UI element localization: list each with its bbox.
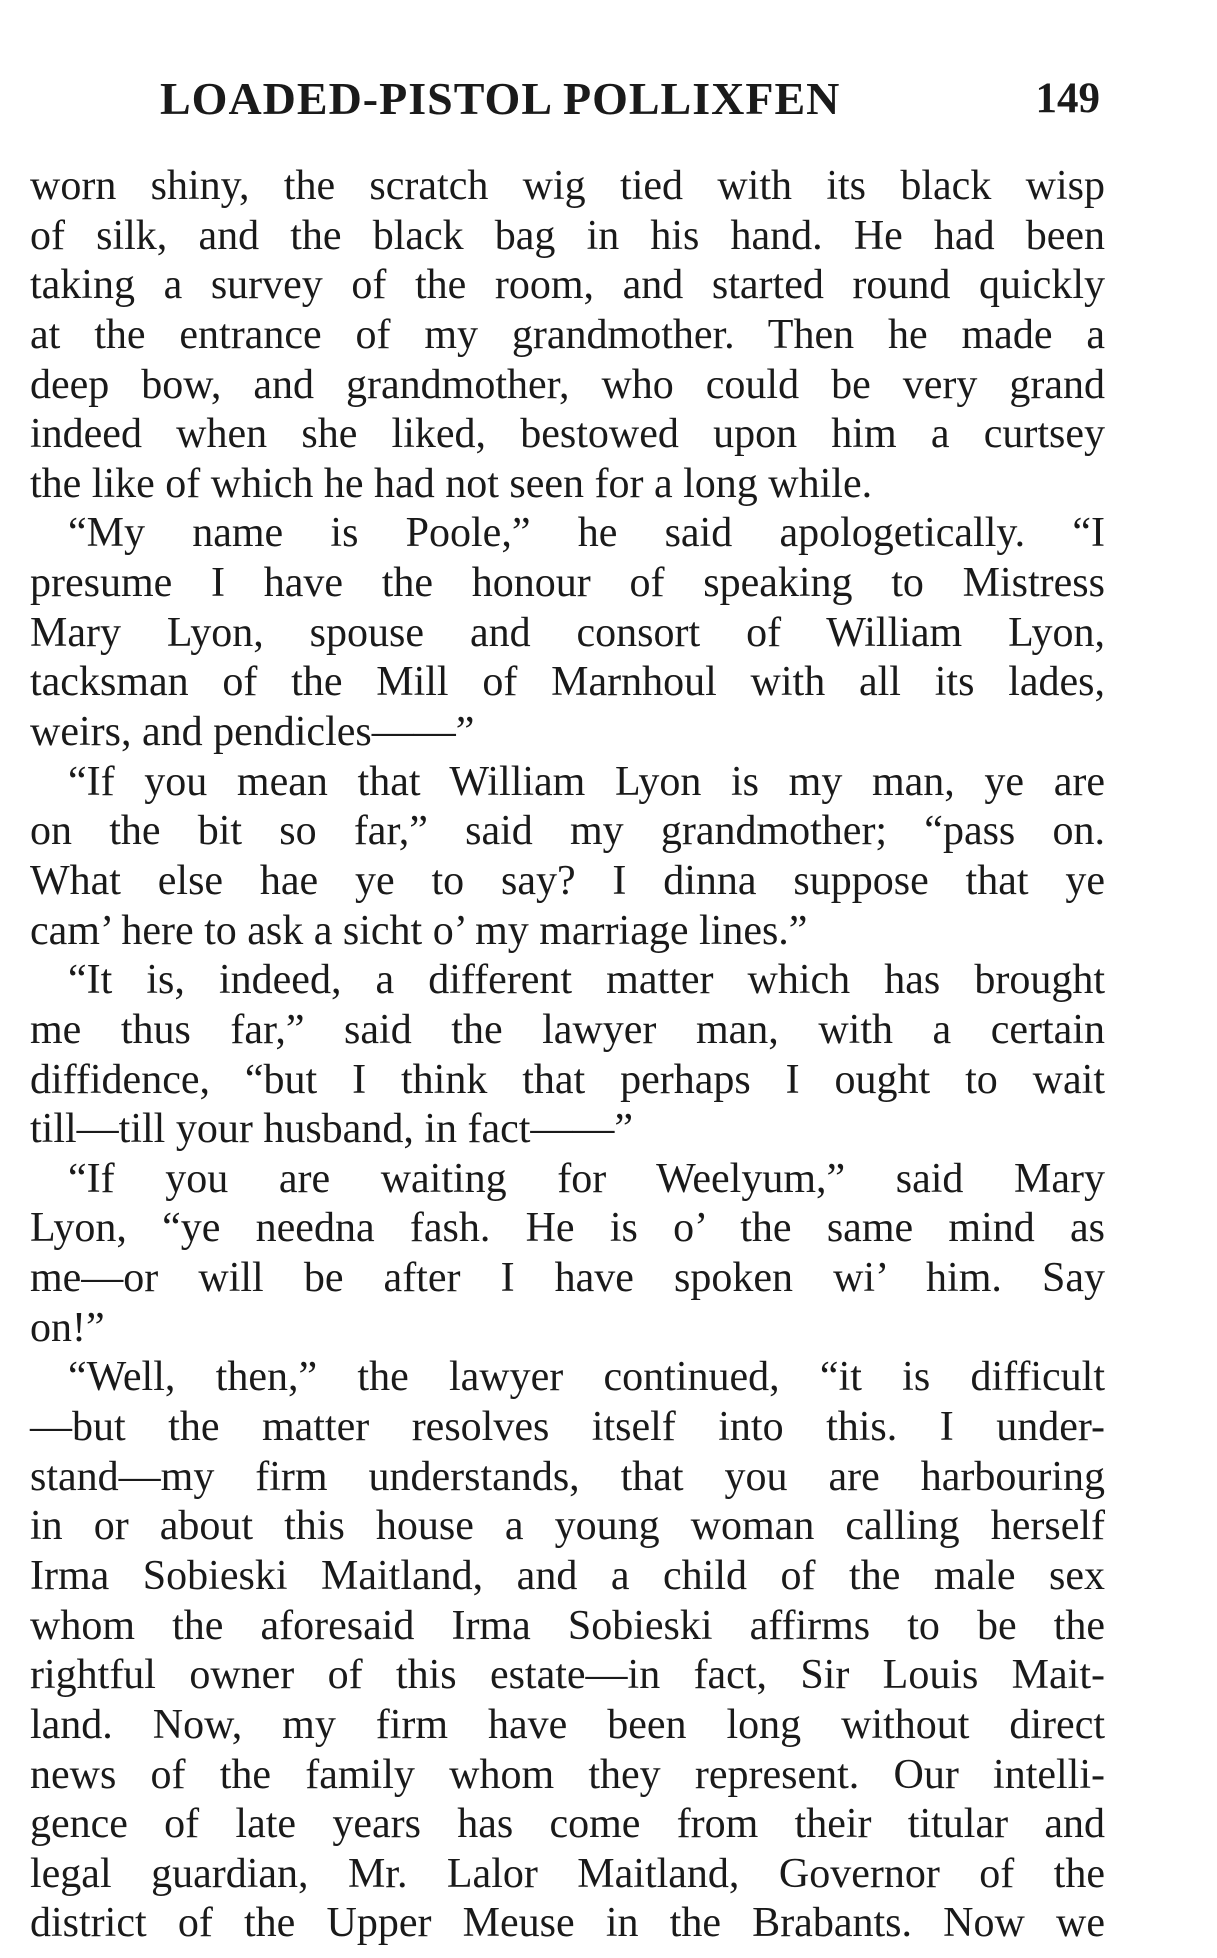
text-line: weirs, and pendicles——” (30, 709, 475, 756)
text-line: “If you mean that William Lyon is my man, ye are (68, 758, 1105, 805)
text-line: diffidence, “but I think that perhaps I ought to wait (30, 1056, 1105, 1103)
text-line: Mary Lyon, spouse and consort of William Lyon, (30, 609, 1105, 656)
text-line: Irma Sobieski Maitland, and a child of the male sex (30, 1552, 1105, 1599)
body-text (30, 162, 1105, 1949)
text-line: Lyon, “ye needna fash. He is o’ the same mind as (30, 1205, 1105, 1252)
text-line: presume I have the honour of speaking to Mistress (30, 560, 1105, 607)
text-line: “My name is Poole,” he said apologetically. “I (68, 510, 1105, 557)
text-line: on!” (30, 1304, 105, 1351)
text-line: district of the Upper Meuse in the Brabants. Now we (30, 1900, 1105, 1947)
text-line: in or about this house a young woman calling herself (30, 1503, 1105, 1550)
text-line: till—till your husband, in fact——” (30, 1106, 634, 1153)
text-line: indeed when she liked, bestowed upon him a curtsey (30, 411, 1105, 458)
text-line: news of the family whom they represent. Our intelli- (30, 1751, 1105, 1798)
text-line: at the entrance of my grandmother. Then he made a (30, 311, 1105, 358)
text-line: —but the matter resolves itself into this. I under- (30, 1404, 1105, 1451)
text-line: “It is, indeed, a different matter which has brought (68, 957, 1105, 1004)
text-line: gence of late years has come from their titular and (30, 1801, 1105, 1848)
text-line: land. Now, my firm have been long without direct (30, 1701, 1105, 1748)
text-line: tacksman of the Mill of Marnhoul with all its lades, (30, 659, 1105, 706)
text-line: worn shiny, the scratch wig tied with its black wisp (30, 163, 1105, 209)
text-line: the like of which he had not seen for a long while. (30, 460, 873, 507)
text-line: taking a survey of the room, and started round quickly (30, 262, 1105, 309)
text-line: stand—my firm understands, that you are harbouring (30, 1453, 1105, 1500)
running-title: LOADED-PISTOL POLLIXFEN (160, 73, 841, 124)
text-line: “Well, then,” the lawyer continued, “it is difficult (68, 1354, 1105, 1401)
text-line: on the bit so far,” said my grandmother; “pass on. (30, 808, 1105, 855)
text-line: cam’ here to ask a sicht o’ my marriage lines.” (30, 907, 808, 954)
text-line: deep bow, and grandmother, who could be very grand (30, 361, 1105, 408)
text-line: me—or will be after I have spoken wi’ him. Say (30, 1255, 1105, 1302)
text-line: legal guardian, Mr. Lalor Maitland, Governor of the (30, 1850, 1105, 1897)
text-line: “If you are waiting for Weelyum,” said Mary (68, 1155, 1105, 1202)
text-line: whom the aforesaid Irma Sobieski affirms to be the (30, 1602, 1105, 1649)
running-head (160, 72, 1100, 142)
text-line: me thus far,” said the lawyer man, with a certain (30, 1006, 1105, 1053)
page-number: 149 (1035, 75, 1100, 122)
text-line: of silk, and the black bag in his hand. He had been (30, 212, 1105, 259)
text-line: What else hae ye to say? I dinna suppose that ye (30, 857, 1105, 904)
text-line: rightful owner of this estate—in fact, Sir Louis Mait- (30, 1652, 1105, 1699)
